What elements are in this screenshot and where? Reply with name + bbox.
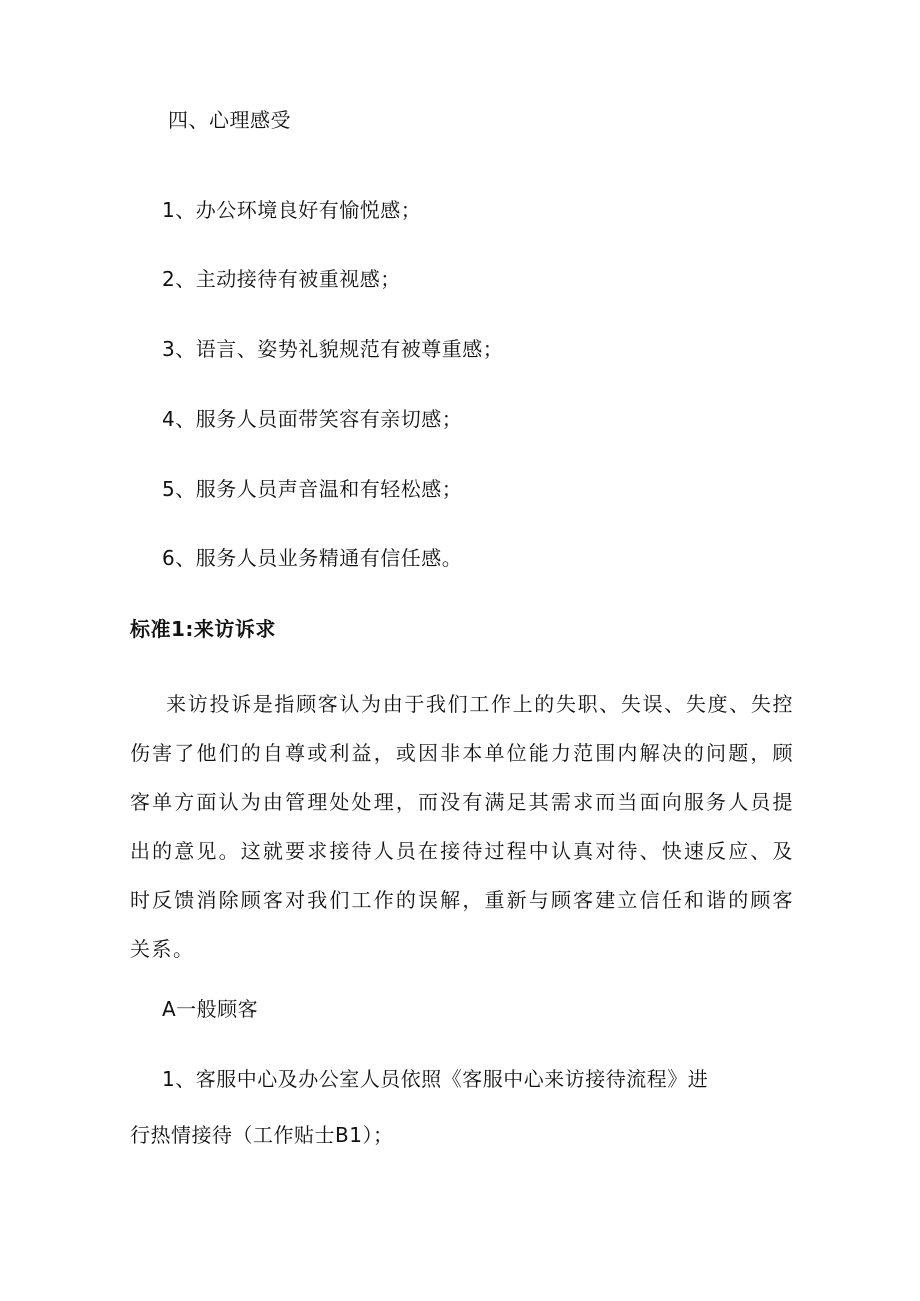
list-item: 4、服务人员面带笑容有亲切感； (162, 407, 463, 431)
list-item: 1、办公环境良好有愉悦感； (162, 198, 422, 222)
general-customer-title: A一般顾客 (162, 997, 259, 1021)
list-item: 5、服务人员声音温和有轻松感； (162, 477, 463, 501)
standard-one-title: 标准1:来访诉求 (130, 617, 276, 641)
general-customer-item-line: 1、客服中心及办公室人员依照《客服中心来访接待流程》进 (162, 1067, 709, 1091)
list-item: 2、主动接待有被重视感； (162, 267, 401, 291)
standard-one-paragraph (130, 680, 794, 974)
list-item: 6、服务人员业务精通有信任感。 (162, 546, 463, 570)
section-four-title: 四、心理感受 (168, 108, 291, 132)
general-customer-item-line: 行热情接待（工作贴士B1）； (130, 1123, 394, 1147)
paragraph-text: 来访投诉是指顾客认为由于我们工作上的失职、失误、失度、失控伤害了他们的自尊或利益，或因非本单位能力范围内解决的问题，顾客单方面认为由管理处处理，而没有满足其需求而当面向服务人员提出的意见。这就要求接待人员在接待过程中认真对待、快速反应、及时反馈消除顾客对我们工作的误解，重新与顾客建立信任和谐的顾客关系。 (130, 692, 794, 961)
list-item: 3、语言、姿势礼貌规范有被尊重感； (162, 337, 504, 361)
